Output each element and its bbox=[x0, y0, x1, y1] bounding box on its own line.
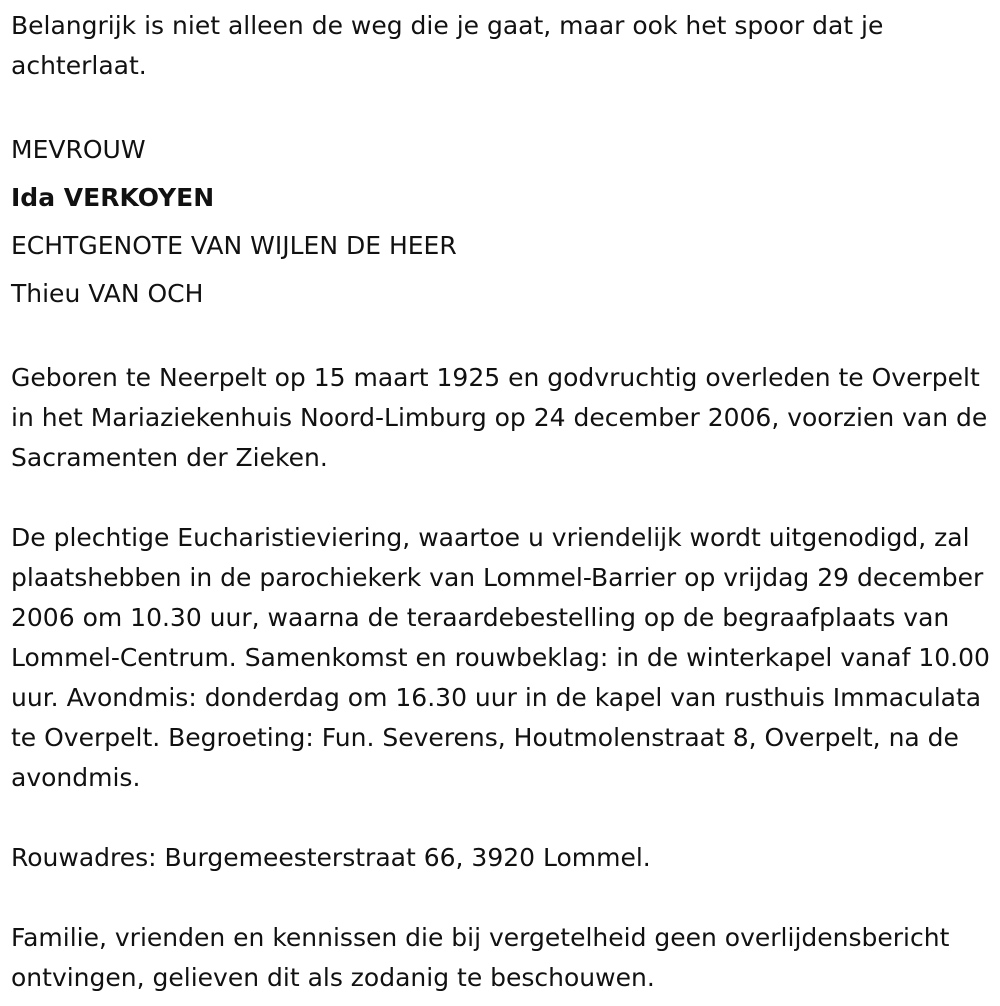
relation-line: ECHTGENOTE VAN WIJLEN DE HEER bbox=[11, 231, 457, 260]
birth-death-paragraph: Geboren te Neerpelt op 15 maart 1925 en godvruchtig overleden te Overpelt in het Mariaziekenhuis Noord-Limburg op 24 december 2006, voorzien van de Sacramenten der Zieken. bbox=[11, 363, 988, 472]
spouse-name: Thieu VAN OCH bbox=[11, 279, 204, 308]
closing-paragraph: Familie, vrienden en kennissen die bij vergetelheid geen overlijdensbericht ontvingen, gelieven dit als zodanig te beschouwen. bbox=[11, 923, 950, 992]
deceased-header bbox=[11, 126, 993, 318]
ceremony-paragraph: De plechtige Eucharistieviering, waartoe u vriendelijk wordt uitgenodigd, zal plaatshebben in de parochiekerk van Lommel-Barrier op vrijdag 29 december 2006 om 10.30 uur, waarna de teraardebestelling op de begraafplaats van Lommel-Centrum. Samenkomst en rouwbeklag: in de winterkapel vanaf 10.00 uur. Avondmis: donderdag om 16.30 uur in de kapel van rusthuis Immaculata te Overpelt. Begroeting: Fun. Severens, Houtmolenstraat 8, Overpelt, na de avondmis. bbox=[11, 523, 990, 792]
address-paragraph: Rouwadres: Burgemeesterstraat 66, 3920 Lommel. bbox=[11, 843, 651, 872]
obituary-notice bbox=[11, 6, 993, 998]
deceased-name: Ida VERKOYEN bbox=[11, 183, 215, 212]
motto-text: Belangrijk is niet alleen de weg die je gaat, maar ook het spoor dat je achterlaat. bbox=[11, 11, 884, 80]
salutation: MEVROUW bbox=[11, 135, 146, 164]
